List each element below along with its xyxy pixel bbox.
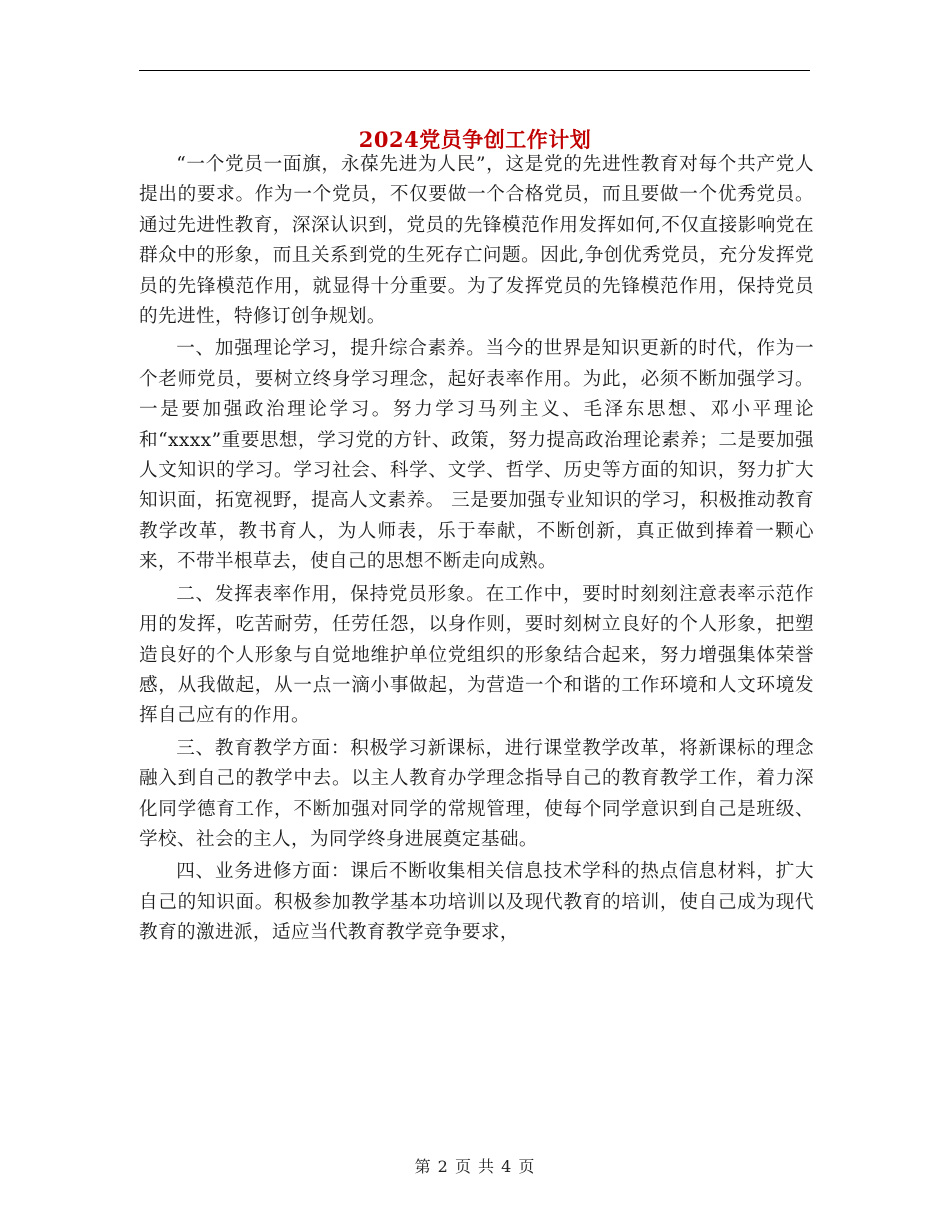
paragraph-exemplary-role: 二、发挥表率作用，保持党员形象。在工作中，要时时刻刻注意表率示范作用的发挥，吃苦耐劳，任劳任怨，以身作则，要时刻树立良好的个人形象，把塑造良好的个人形象与自觉地维护单位党组织的形象结合起来，努力增强集体荣誉感，从我做起，从一点一滴小事做起，为营造一个和谐的工作环境和人文环境发挥自己应有的作用。 — [139, 583, 814, 727]
paragraph-intro: “一个党员一面旗，永葆先进为人民”，这是党的先进性教育对每个共产党人提出的要求。作为一个党员，不仅要做一个合格党员，而且要做一个优秀党员。通过先进性教育，深深认识到，党员的先锋模范作用发挥如何,不仅直接影响党在群众中的形象，而且关系到党的生死存亡问题。因此,争创优秀党员，充分发挥党员的先锋模范作用，就显得十分重要。为了发挥党员的先锋模范作用，保持党员的先进性，特修订创争规划。 — [139, 154, 814, 328]
header-rule — [139, 70, 810, 71]
paragraph-professional-development: 四、业务进修方面：课后不断收集相关信息技术学科的热点信息材料，扩大自己的知识面。积极参加教学基本功培训以及现代教育的培训，使自己成为现代教育的激进派，适应当代教育教学竞争要求， — [139, 861, 814, 944]
page-number: 第 2 页 共 4 页 — [414, 1157, 536, 1176]
page-title: 2024党员争创工作计划 — [358, 127, 592, 153]
document-body — [139, 150, 814, 949]
paragraph-teaching: 三、教育教学方面：积极学习新课标，进行课堂教学改革，将新课标的理念融入到自己的教学中去。以主人教育办学理念指导自己的教育教学工作，着力深化同学德育工作，不断加强对同学的常规管理，使每个同学意识到自己是班级、学校、社会的主人，为同学终身进展奠定基础。 — [139, 737, 814, 850]
paragraph-theory-study: 一、加强理论学习，提升综合素养。当今的世界是知识更新的时代，作为一个老师党员，要树立终身学习理念，起好表率作用。为此，必须不断加强学习。一是要加强政治理论学习。努力学习马列主义、毛泽东思想、邓小平理论和“xxxx”重要思想，学习党的方针、政策，努力提高政治理论素养；二是要加强人文知识的学习。学习社会、科学、文学、哲学、历史等方面的知识，努力扩大知识面，拓宽视野，提高人文素养。 三是要加强专业知识的学习，积极推动教育教学改革，教书育人，为人师表，乐于奉献，不断创新，真正做到捧着一颗心来，不带半根草去，使自己的思想不断走向成熟。 — [139, 338, 814, 573]
